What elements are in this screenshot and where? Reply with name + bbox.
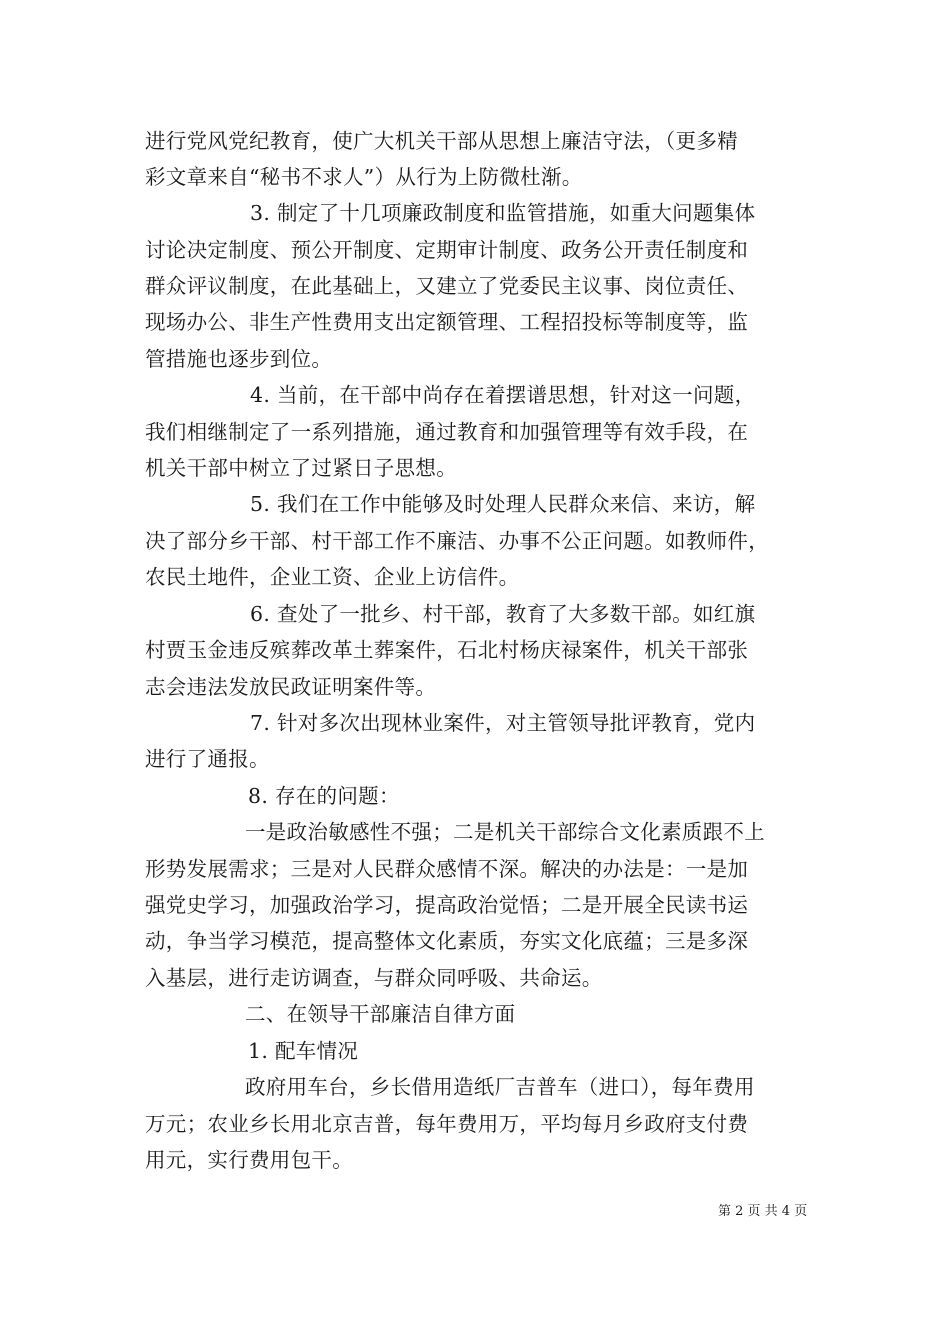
body-text-line: 现场办公、非生产性费用支出定额管理、工程招投标等制度等，监 <box>145 310 749 334</box>
section-heading: 二、在领导干部廉洁自律方面 <box>245 1002 516 1026</box>
body-text-line: 用元，实行费用包干。 <box>145 1148 353 1172</box>
body-text-line: 万元；农业乡长用北京吉普，每年费用万，平均每月乡政府支付费 <box>145 1112 749 1136</box>
body-text-line: 农民土地件，企业工资、企业上访信件。 <box>145 565 520 589</box>
body-text-line: 进行党风党纪教育，使广大机关干部从思想上廉洁守法，（更多精 <box>145 129 738 153</box>
body-text-line: 彩文章来自“秘书不求人”）从行为上防微杜渐。 <box>145 165 583 189</box>
body-text-line: 进行了通报。 <box>145 747 270 771</box>
body-text-line: 讨论决定制度、预公开制度、定期审计制度、政务公开责任制度和 <box>145 238 749 262</box>
body-text-line: 一是政治敏感性不强；二是机关干部综合文化素质跟不上 <box>245 820 765 844</box>
body-text-line: 我们相继制定了一系列措施，通过教育和加强管理等有效手段，在 <box>145 420 749 444</box>
list-item-6: 6. 查处了一批乡、村干部，教育了大多数干部。如红旗 <box>250 602 756 626</box>
list-item-5: 5. 我们在工作中能够及时处理人民群众来信、来访，解 <box>250 492 756 516</box>
list-item-7: 7. 针对多次出现林业案件，对主管领导批评教育，党内 <box>250 711 756 735</box>
body-text-line: 志会违法发放民政证明案件等。 <box>145 675 437 699</box>
body-text-line: 强党史学习，加强政治学习，提高政治觉悟；二是开展全民读书运 <box>145 893 749 917</box>
body-text-line: 管措施也逐步到位。 <box>145 347 333 371</box>
body-text-line: 动，争当学习模范，提高整体文化素质，夯实文化底蕴；三是多深 <box>145 929 749 953</box>
body-text-line: 村贾玉金违反殡葬改革土葬案件，石北村杨庆禄案件，机关干部张 <box>145 638 749 662</box>
page-number: 第 2 页 共 4 页 <box>718 1204 808 1219</box>
body-text-line: 机关干部中树立了过紧日子思想。 <box>145 456 457 480</box>
body-text-line: 决了部分乡干部、村干部工作不廉洁、办事不公正问题。如教师件， <box>145 529 769 553</box>
body-text-line: 群众评议制度，在此基础上，又建立了党委民主议事、岗位责任、 <box>145 274 749 298</box>
list-item-8: 8. 存在的问题： <box>248 784 400 808</box>
subsection-heading: 1. 配车情况 <box>248 1039 359 1063</box>
body-text-line: 政府用车台，乡长借用造纸厂吉普车（进口），每年费用 <box>245 1075 755 1099</box>
list-item-3: 3. 制定了十几项廉政制度和监管措施，如重大问题集体 <box>250 201 756 225</box>
body-text-line: 入基层，进行走访调查，与群众同呼吸、共命运。 <box>145 966 603 990</box>
list-item-4: 4. 当前，在干部中尚存在着摆谱思想，针对这一问题， <box>250 383 756 407</box>
body-text-line: 形势发展需求；三是对人民群众感情不深。解决的办法是：一是加 <box>145 857 749 881</box>
